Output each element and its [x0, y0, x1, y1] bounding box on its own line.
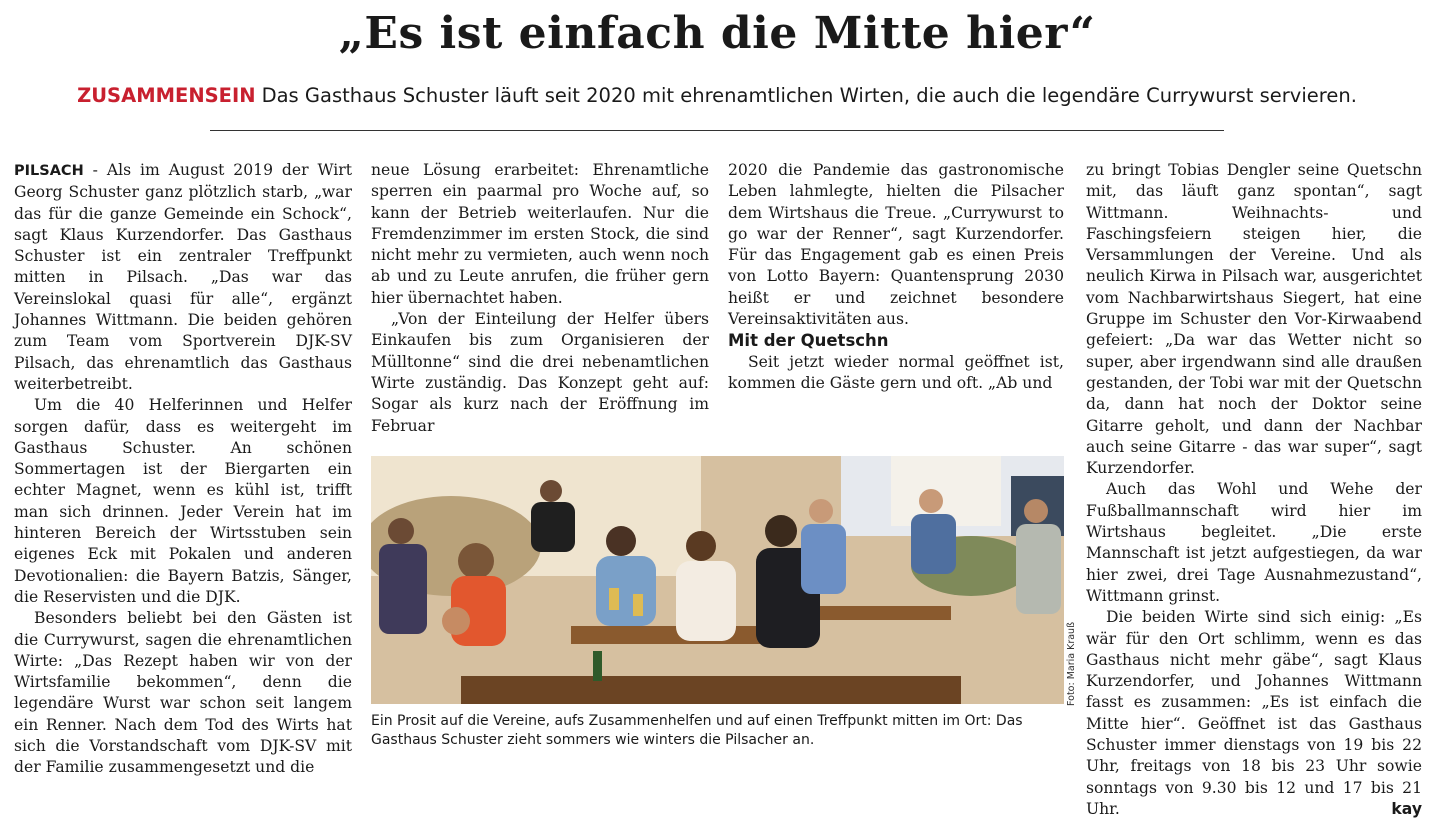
- article-headline: „Es ist einfach die Mitte hier“: [338, 8, 1096, 59]
- photo-illustration: [371, 456, 1064, 704]
- paragraph: „Von der Einteilung der Helfer übers Einkaufen bis zum Organisieren der Mülltonne“ sind die drei nebenamtlichen Wirte zuständig. Das Konzept geht auf: Sogar als kurz nach der Eröffnung im Februar: [371, 310, 709, 435]
- paragraph: [14, 160, 352, 395]
- column-4: [1086, 160, 1422, 820]
- kicker-label: ZUSAMMENSEIN: [77, 84, 256, 107]
- column-1: [14, 160, 352, 779]
- column-2: [371, 160, 709, 437]
- dateline: PILSACH: [14, 163, 84, 179]
- paragraph: neue Lösung erarbeitet: Ehrenamtliche sperren ein paarmal pro Woche auf, so kann der Betrieb weiterlaufen. Nur die Fremdenzimmer im ersten Stock, die sind nicht mehr zu vermieten, auch wenn noch ab und zu Leute anrufen, die früher gern hier übernachtet haben.: [371, 161, 709, 307]
- paragraph: 2020 die Pandemie das gastronomische Leben lahmlegte, hielten die Pilsacher dem Wirtshaus die Treue. „Currywurst to go war der Renner“, sagt Kurzendorfer. Für das Engagement gab es einen Preis von Lotto Bayern: Quantensprung 2030 heißt er und zeichnet besondere Vereinsaktivitäten aus.: [728, 161, 1064, 329]
- divider-line: [210, 130, 1224, 131]
- subline-text: Das Gasthaus Schuster läuft seit 2020 mit ehrenamtlichen Wirten, die auch die legendäre Currywurst servieren.: [261, 84, 1357, 107]
- paragraph: Seit jetzt wieder normal geöffnet ist, kommen die Gäste gern und oft. „Ab und: [728, 352, 1064, 392]
- photo-caption: Ein Prosit auf die Vereine, aufs Zusammenhelfen und auf einen Treffpunkt mitten im Ort: Das Gasthaus Schuster zieht sommers wie winters die Pilsacher an.: [371, 713, 1023, 748]
- article-subline: [0, 84, 1434, 107]
- section-subhead: Mit der Quetschn: [728, 331, 889, 351]
- column-3: [728, 160, 1064, 394]
- paragraph: [1086, 607, 1422, 820]
- paragraph: Besonders beliebt bei den Gästen ist die Currywurst, sagen die ehrenamtlichen Wirte: „Das Rezept haben wir von der Wirtsfamilie bekommen“, denn die legendäre Wurst war schon seit langem ein Renner. Nach dem Tod des Wirts hat sich die Vorstandschaft vom DJK-SV mit der Familie zusammengesetzt und die: [14, 609, 352, 777]
- paragraph: Auch das Wohl und Wehe der Fußballmannschaft wird hier im Wirtshaus begleitet. „Die erste Mannschaft ist jetzt aufgestiegen, da war hier zwei, drei Tage Ausnahmezustand“, Wittmann grinst.: [1086, 480, 1422, 605]
- author-initials: kay: [1391, 799, 1422, 818]
- paragraph-text: - Als im August 2019 der Wirt Georg Schuster ganz plötzlich starb, „war das für die ganze Gemeinde ein Schock“, sagt Klaus Kurzendorfer. Das Gasthaus Schuster ist ein zentraler Treffpunkt mitten in Pilsach. „Das war das Vereinslokal quasi für alle“, ergänzt Johannes Wittmann. Die beiden gehören zum Team vom Sportverein DJK-SV Pilsach, das ehrenamtlich das Gasthaus weiterbetreibt.: [14, 161, 352, 393]
- photo-credit: Foto: Maria Krauß: [1066, 621, 1077, 706]
- paragraph: zu bringt Tobias Dengler seine Quetschn mit, das läuft ganz spontan“, sagt Wittmann. Weihnachts- und Faschingsfeiern steigen hier, die Versammlungen der Vereine. Und als neulich Kirwa in Pilsach war, ausgerichtet vom Nachbarwirtshaus Siegert, hat eine Gruppe im Schuster den Vor-Kirwaabend gefeiert: „Da war das Wetter nicht so super, aber irgendwann sind alle draußen gestanden, der Tobi war mit der Quetschn da, dann hat noch der Doktor seine Gitarre geholt, und dann der Nachbar auch seine Gitarre - das war super“, sagt Kurzendorfer.: [1086, 161, 1422, 478]
- article-photo: [371, 456, 1064, 704]
- paragraph: Um die 40 Helferinnen und Helfer sorgen dafür, dass es weitergeht im Gasthaus Schuster. An schönen Sommertagen ist der Biergarten ein echter Magnet, wenn es kühl ist, trifft man sich drinnen. Jeder Verein hat im hinteren Bereich der Wirtsstuben sein eigenes Eck mit Pokalen und anderen Devotionalien: die Bayern Batzis, Sänger, die Reservisten und die DJK.: [14, 396, 352, 606]
- paragraph-text: Die beiden Wirte sind sich einig: „Es wär für den Ort schlimm, wenn es das Gasthaus nicht mehr gäbe“, sagt Klaus Kurzendorfer, und Johannes Wittmann fasst es zusammen: „Es ist einfach die Mitte hier“. Geöffnet ist das Gasthaus Schuster immer dienstags von 19 bis 22 Uhr, freitags von 18 bis 23 Uhr sowie sonntags von 9.30 bis 12 und 17 bis 21 Uhr.: [1086, 608, 1422, 818]
